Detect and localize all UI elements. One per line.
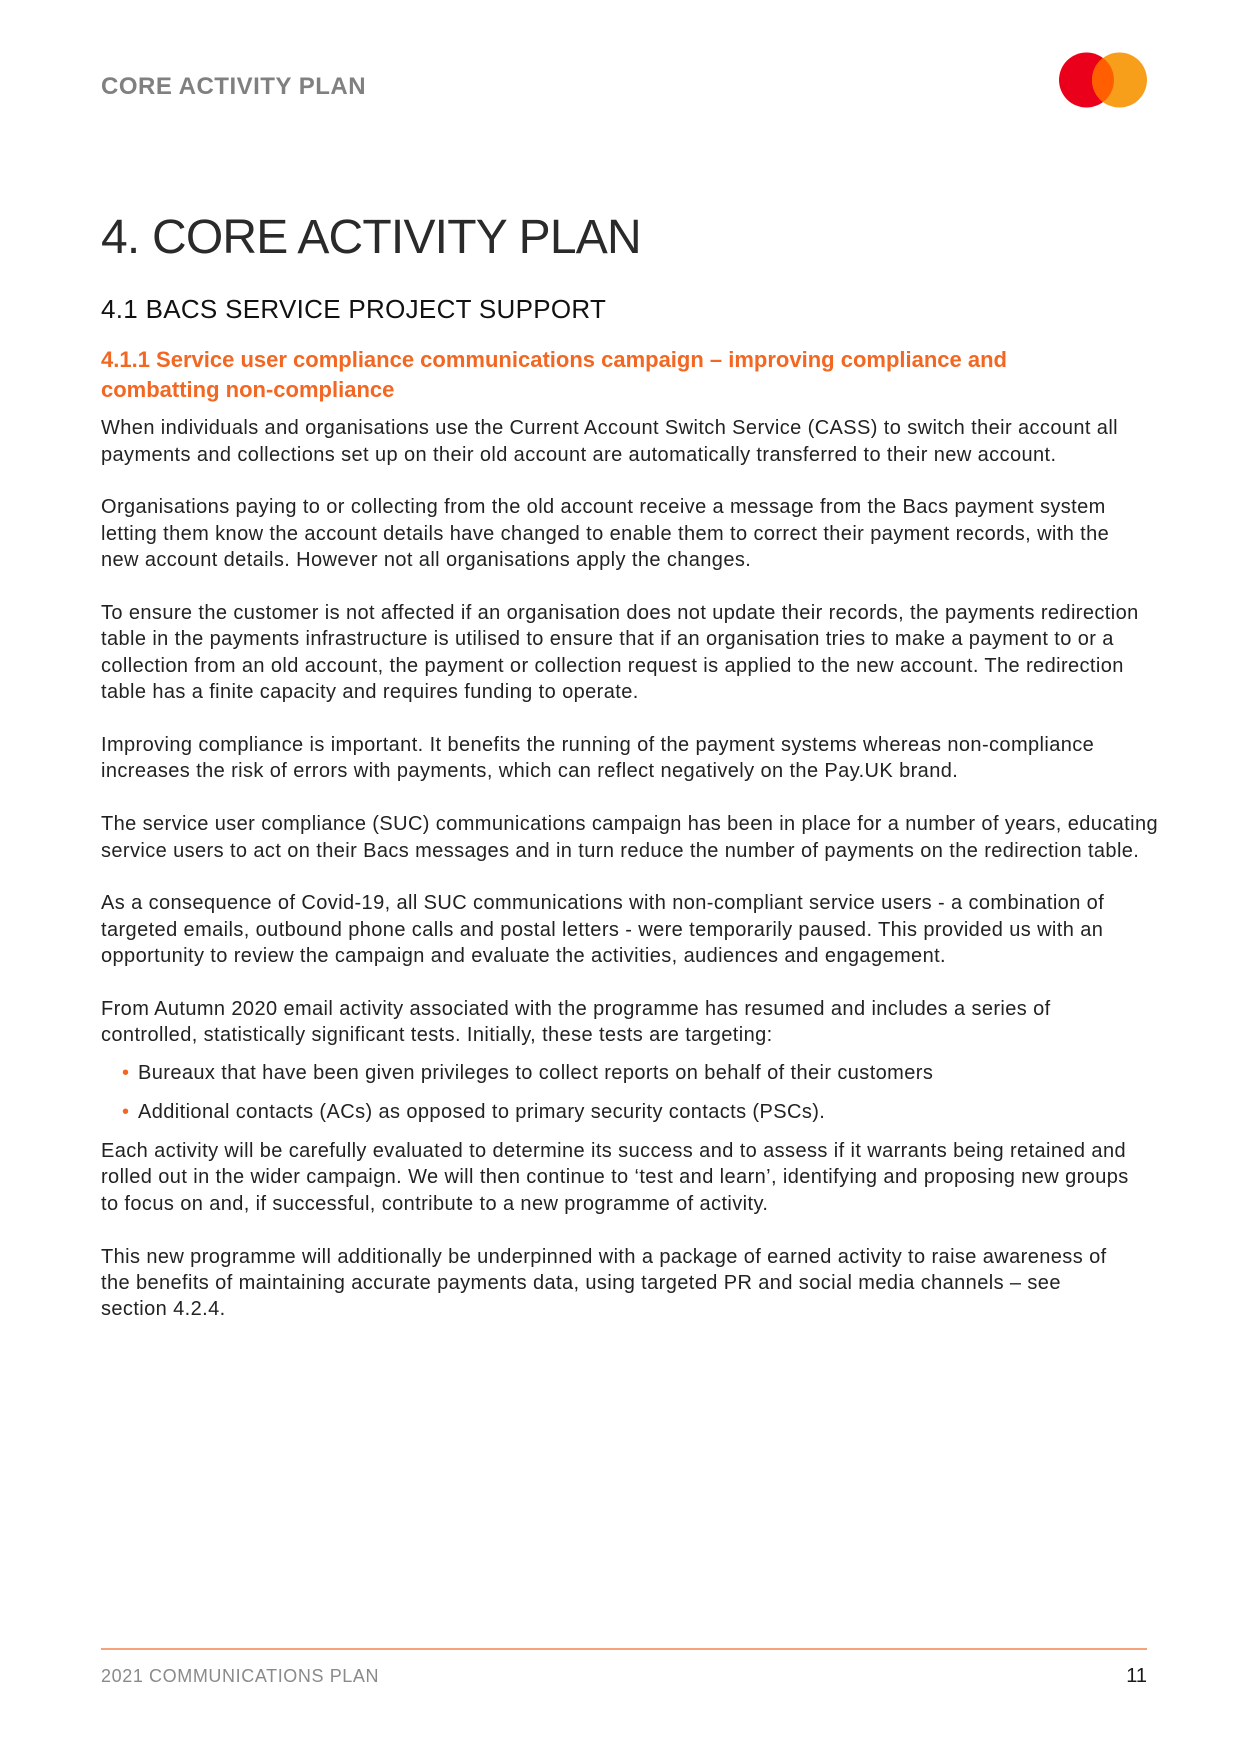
- text-line: This new programme will additionally be underpinned with a package of earned activity to raise awareness of: [101, 1245, 1107, 1268]
- text-line: table in the payments infrastructure is utilised to ensure that if an organisation tries to make a payment to or a: [101, 628, 1114, 651]
- text-line: collection from an old account, the payment or collection request is applied to the new account. The redirection: [101, 654, 1124, 677]
- body-paragraph: [101, 494, 1201, 573]
- text-line: Organisations paying to or collecting from the old account receive a message from the Bacs payment system: [101, 496, 1106, 519]
- subsubsection-title: [101, 345, 1007, 406]
- running-header-title: CORE ACTIVITY PLAN: [101, 72, 367, 100]
- text-line: controlled, statistically significant tests. Initially, these tests are targeting:: [101, 1024, 773, 1047]
- text-line: opportunity to review the campaign and evaluate the activities, audiences and engagement.: [101, 945, 947, 968]
- body-paragraph: [101, 415, 1201, 468]
- body-paragraph: [101, 1244, 1201, 1323]
- subsection-title: 4.1 BACS SERVICE PROJECT SUPPORT: [101, 294, 607, 325]
- text-line: Improving compliance is important. It benefits the running of the payment systems whereas non-compliance: [101, 733, 1095, 756]
- subsubsection-title-line: 4.1.1 Service user compliance communications campaign – improving compliance and: [101, 346, 1007, 372]
- text-line: As a consequence of Covid-19, all SUC communications with non-compliant service users - a combination of: [101, 892, 1105, 915]
- text-line: service users to act on their Bacs messages and in turn reduce the number of payments on the redirection table.: [101, 839, 1140, 862]
- text-line: the benefits of maintaining accurate payments data, using targeted PR and social media channels – see: [101, 1272, 1061, 1295]
- subsubsection-title-line: combatting non-compliance: [101, 376, 395, 402]
- text-line: table has a finite capacity and requires funding to operate.: [101, 681, 639, 704]
- text-line: section 4.2.4.: [101, 1298, 226, 1321]
- footer-divider: [101, 1648, 1147, 1650]
- bullet-item: [101, 1099, 1201, 1125]
- section-title: 4. CORE ACTIVITY PLAN: [101, 210, 641, 264]
- text-line: targeted emails, outbound phone calls and postal letters - were temporarily paused. This provided us with an: [101, 918, 1104, 941]
- text-line: increases the risk of errors with payments, which can reflect negatively on the Pay.UK brand.: [101, 760, 959, 783]
- text-line: letting them know the account details have changed to enable them to correct their payment records, with the: [101, 522, 1110, 545]
- footer-document-title: 2021 COMMUNICATIONS PLAN: [101, 1666, 380, 1686]
- body-paragraph: [101, 996, 1201, 1049]
- brand-logo: [1056, 50, 1149, 110]
- page-number: 11: [1126, 1665, 1147, 1687]
- bullet-text: Bureaux that have been given privileges to collect reports on behalf of their customers: [138, 1062, 934, 1085]
- text-line: new account details. However not all organisations apply the changes.: [101, 549, 752, 572]
- body-paragraph: [101, 732, 1201, 785]
- body-text: [101, 415, 1201, 1323]
- bullet-item: [101, 1060, 1201, 1086]
- text-line: To ensure the customer is not affected if an organisation does not update their records, the payments redirection: [101, 601, 1139, 624]
- text-line: Each activity will be carefully evaluated to determine its success and to assess if it warrants being retained and: [101, 1140, 1126, 1163]
- text-line: The service user compliance (SUC) communications campaign has been in place for a number of years, educating: [101, 813, 1159, 836]
- body-paragraph: [101, 811, 1201, 864]
- body-paragraph: [101, 890, 1201, 969]
- text-line: payments and collections set up on their old account are automatically transferred to their new account.: [101, 443, 1057, 466]
- bullet-dot-icon: [122, 1099, 129, 1125]
- bullet-dot-icon: [122, 1060, 129, 1086]
- text-line: rolled out in the wider campaign. We will then continue to ‘test and learn’, identifying and proposing new groups: [101, 1166, 1129, 1189]
- body-paragraph: [101, 1138, 1201, 1217]
- bullet-list: [101, 1060, 1201, 1125]
- text-line: From Autumn 2020 email activity associated with the programme has resumed and includes a series of: [101, 997, 1051, 1020]
- bullet-text: Additional contacts (ACs) as opposed to primary security contacts (PSCs).: [138, 1100, 826, 1123]
- body-paragraph: [101, 600, 1201, 706]
- text-line: to focus on and, if successful, contribute to a new programme of activity.: [101, 1192, 769, 1215]
- text-line: When individuals and organisations use the Current Account Switch Service (CASS) to switch their account all: [101, 417, 1119, 440]
